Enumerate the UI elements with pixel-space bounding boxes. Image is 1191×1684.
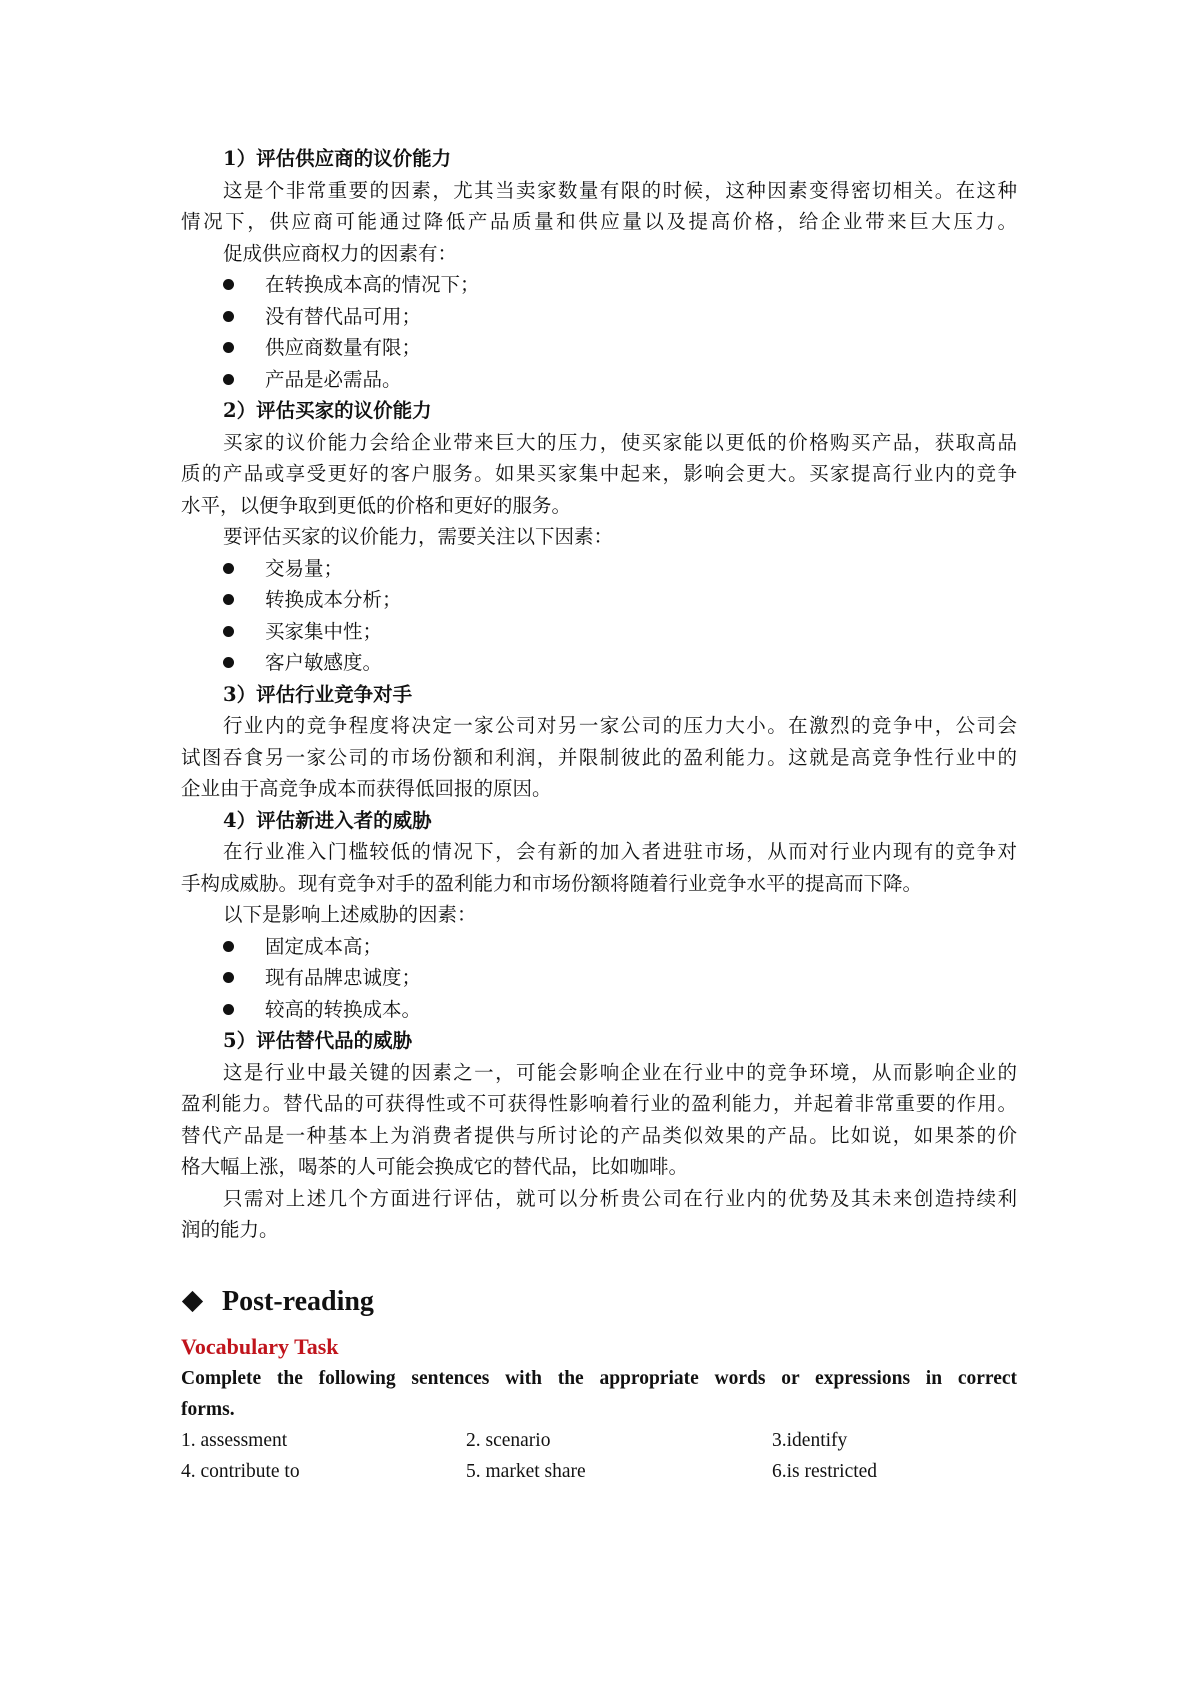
- section-heading: 4）评估新进入者的威胁: [223, 808, 432, 832]
- bullet-icon: [223, 941, 234, 952]
- list-item: 客户敏感度。: [181, 647, 1017, 679]
- paragraph-line: 试图吞食另一家公司的市场份额和利润，并限制彼此的盈利能力。这就是高竞争性行业中的: [181, 745, 1017, 769]
- vocabulary-row: [181, 1425, 1017, 1456]
- bullet-icon: [223, 311, 234, 322]
- list-item: 买家集中性；: [181, 616, 1017, 648]
- list-item: 较高的转换成本。: [181, 994, 1017, 1026]
- post-reading-title: [181, 1282, 1017, 1322]
- paragraph-line: 情况下，供应商可能通过降低产品质量和供应量以及提高价格，给企业带来巨大压力。: [181, 210, 1017, 233]
- paragraph-line: 格大幅上涨，喝茶的人可能会换成它的替代品，比如咖啡。: [181, 1155, 689, 1178]
- vocabulary-item: 2. scenario: [466, 1429, 551, 1451]
- section-buyer-power: [181, 395, 1017, 679]
- paragraph-line: 润的能力。: [181, 1218, 279, 1241]
- bullet-icon: [223, 342, 234, 353]
- paragraph-line: 手构成威胁。现有竞争对手的盈利能力和市场份额将随着行业竞争水平的提高而下降。: [181, 871, 923, 895]
- vocabulary-item: 5. market share: [466, 1460, 586, 1482]
- task-instruction: [181, 1363, 1017, 1425]
- bullet-icon: [223, 594, 234, 605]
- bullet-icon: [223, 563, 234, 574]
- list-item: 现有品牌忠诚度；: [181, 962, 1017, 994]
- list-item: 供应商数量有限；: [181, 332, 1017, 364]
- paragraph-line: 行业内的竞争程度将决定一家公司对另一家公司的压力大小。在激烈的竞争中，公司会: [223, 714, 1017, 737]
- paragraph-line: 只需对上述几个方面进行评估，就可以分析贵公司在行业内的优势及其未来创造持续利: [223, 1186, 1017, 1210]
- list-intro: 以下是影响上述威胁的因素：: [223, 903, 477, 926]
- paragraph-line: 这是行业中最关键的因素之一，可能会影响企业在行业中的竞争环境，从而影响企业的: [223, 1060, 1017, 1084]
- paragraph-line: 买家的议价能力会给企业带来巨大的压力，使买家能以更低的价格购买产品，获取高品: [223, 430, 1017, 454]
- paragraph-line: 这是个非常重要的因素，尤其当卖家数量有限的时候，这种因素变得密切相关。在这种: [223, 178, 1017, 202]
- section-supplier-power: [181, 143, 1017, 395]
- post-reading-heading: Post-reading: [222, 1285, 374, 1317]
- section-heading: 5）评估替代品的威胁: [223, 1029, 413, 1052]
- list-intro: 要评估买家的议价能力，需要关注以下因素：: [223, 525, 614, 548]
- diamond-icon: [182, 1291, 203, 1312]
- bullet-icon: [223, 626, 234, 637]
- vocabulary-item: 3.identify: [772, 1429, 848, 1451]
- paragraph-line: 替代产品是一种基本上为消费者提供与所讨论的产品类似效果的产品。比如说，如果茶的价: [181, 1123, 1017, 1147]
- paragraph-line: 企业由于高竞争成本而获得低回报的原因。: [181, 777, 552, 800]
- paragraph-line: 盈利能力。替代品的可获得性或不可获得性影响着行业的盈利能力，并起着非常重要的作用。: [181, 1092, 1017, 1115]
- instruction-line: forms.: [181, 1398, 235, 1420]
- document-page: [181, 143, 1017, 1487]
- list-intro: 促成供应商权力的因素有：: [223, 241, 458, 265]
- list-item: 交易量；: [181, 553, 1017, 585]
- section-substitutes: [181, 1025, 1017, 1183]
- section-industry-rivalry: [181, 679, 1017, 805]
- section-heading: 2）评估买家的议价能力: [223, 399, 432, 422]
- paragraph-line: 水平，以便争取到更低的价格和更好的服务。: [181, 493, 572, 517]
- list-item: 固定成本高；: [181, 931, 1017, 963]
- list-item: 在转换成本高的情况下；: [181, 269, 1017, 301]
- section-new-entrants: [181, 805, 1017, 1026]
- closing-paragraph: [181, 1183, 1017, 1246]
- bullet-icon: [223, 657, 234, 668]
- paragraph-line: 在行业准入门槛较低的情况下，会有新的加入者进驻市场，从而对行业内现有的竞争对: [223, 840, 1017, 863]
- vocabulary-list: [181, 1425, 1017, 1487]
- vocabulary-task-title: Vocabulary Task: [181, 1333, 339, 1359]
- vocabulary-item: 6.is restricted: [772, 1460, 878, 1482]
- bullet-icon: [223, 972, 234, 983]
- vocabulary-item: 1. assessment: [181, 1429, 288, 1451]
- vocabulary-item: 4. contribute to: [181, 1460, 300, 1482]
- instruction-line: Complete the following sentences with the appropriate words or expressions in correct: [181, 1367, 1017, 1389]
- list-item: 转换成本分析；: [181, 584, 1017, 616]
- bullet-icon: [223, 1004, 234, 1015]
- bullet-icon: [223, 279, 234, 290]
- bullet-icon: [223, 374, 234, 385]
- list-item: 没有替代品可用；: [181, 301, 1017, 333]
- paragraph-line: 质的产品或享受更好的客户服务。如果买家集中起来，影响会更大。买家提高行业内的竞争: [181, 462, 1017, 485]
- list-item: 产品是必需品。: [181, 364, 1017, 396]
- vocabulary-row: [181, 1456, 1017, 1487]
- section-heading: 3）评估行业竞争对手: [223, 682, 413, 706]
- section-heading: 1）评估供应商的议价能力: [223, 147, 452, 170]
